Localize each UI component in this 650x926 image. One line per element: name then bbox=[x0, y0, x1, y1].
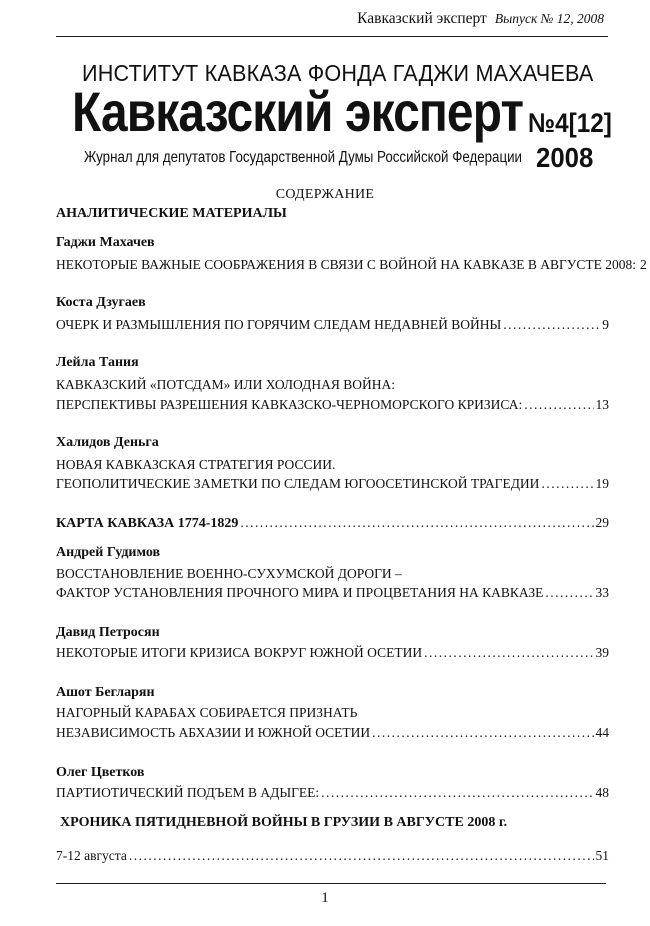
page-ref: 48 bbox=[595, 785, 609, 800]
leader-dots bbox=[372, 725, 593, 741]
footer-rule bbox=[56, 883, 606, 884]
toc-entry-line[interactable] bbox=[56, 585, 609, 601]
page-ref: 51 bbox=[595, 848, 609, 863]
entry-title: ОЧЕРК И РАЗМЫШЛЕНИЯ ПО ГОРЯЧИМ СЛЕДАМ НЕДАВНЕЙ ВОЙНЫ bbox=[56, 317, 502, 332]
toc-entry-line[interactable] bbox=[56, 397, 609, 413]
section-heading-chronicle: ХРОНИКА ПЯТИДНЕВНОЙ ВОЙНЫ В ГРУЗИИ В АВГУСТЕ 2008 г. bbox=[60, 815, 508, 830]
entry-title: ГЕОПОЛИТИЧЕСКИЕ ЗАМЕТКИ ПО СЛЕДАМ ЮГООСЕТИНСКОЙ ТРАГЕДИИ bbox=[56, 476, 540, 491]
leader-dots bbox=[129, 848, 594, 864]
running-header bbox=[357, 10, 604, 28]
leader-dots bbox=[240, 515, 593, 531]
journal-title: Кавказский эксперт bbox=[72, 80, 524, 143]
issue-number: №4[12] bbox=[528, 108, 612, 138]
entry-author: Коста Дзугаев bbox=[56, 295, 146, 310]
entry-title: НАГОРНЫЙ КАРАБАХ СОБИРАЕТСЯ ПРИЗНАТЬ bbox=[56, 705, 358, 720]
toc-entry-line[interactable] bbox=[56, 848, 609, 864]
leader-dots bbox=[321, 785, 593, 801]
entry-title: ФАКТОР УСТАНОВЛЕНИЯ ПРОЧНОГО МИРА И ПРОЦВЕТАНИЯ НА КАВКАЗЕ bbox=[56, 585, 544, 600]
running-header-issue: Выпуск № 12, 2008 bbox=[494, 11, 604, 26]
leader-dots bbox=[545, 585, 593, 601]
toc-entry-map[interactable] bbox=[56, 515, 609, 532]
toc-entry-line[interactable] bbox=[56, 476, 609, 492]
entry-title: КАВКАЗСКИЙ «ПОТСДАМ» ИЛИ ХОЛОДНАЯ ВОЙНА: bbox=[56, 377, 395, 392]
running-header-title: Кавказский эксперт bbox=[357, 10, 487, 27]
toc-entry-line[interactable] bbox=[56, 317, 609, 333]
entry-title: НОВАЯ КАВКАЗСКАЯ СТРАТЕГИЯ РОССИИ. bbox=[56, 457, 336, 472]
toc-heading: СОДЕРЖАНИЕ bbox=[275, 187, 375, 202]
page-ref: 9 bbox=[602, 317, 609, 332]
leader-dots bbox=[524, 397, 593, 413]
entry-title: ПАРТИОТИЧЕСКИЙ ПОДЪЕМ В АДЫГЕЕ: bbox=[56, 785, 320, 800]
entry-author: Гаджи Махачев bbox=[56, 235, 155, 250]
page-number: 1 bbox=[321, 890, 329, 906]
entry-author: Халидов Деньга bbox=[56, 435, 159, 450]
page-ref: 19 bbox=[595, 476, 609, 491]
leader-dots bbox=[541, 476, 593, 492]
page-ref: 44 bbox=[595, 725, 609, 740]
entry-title: ПЕРСПЕКТИВЫ РАЗРЕШЕНИЯ КАВКАЗСКО-ЧЕРНОМОРСКОГО КРИЗИСА: bbox=[56, 397, 523, 412]
leader-dots bbox=[503, 317, 600, 333]
page-ref: 29 bbox=[595, 515, 609, 530]
page-ref: 2 bbox=[639, 257, 647, 272]
toc-entry-line[interactable] bbox=[56, 645, 609, 661]
leader-dots bbox=[424, 645, 593, 661]
entry-author: Андрей Гудимов bbox=[56, 545, 161, 560]
entry-title: 7-12 августа bbox=[56, 848, 127, 863]
page-ref: 39 bbox=[595, 645, 609, 660]
entry-author: Лейла Тания bbox=[56, 355, 139, 370]
section-heading-analytic: АНАЛИТИЧЕСКИЕ МАТЕРИАЛЫ bbox=[56, 206, 287, 221]
entry-title: НЕЗАВИСИМОСТЬ АБХАЗИИ И ЮЖНОЙ ОСЕТИИ bbox=[56, 725, 371, 740]
entry-title: НЕКОТОРЫЕ ИТОГИ КРИЗИСА ВОКРУГ ЮЖНОЙ ОСЕТИИ bbox=[56, 645, 423, 660]
map-entry-title: КАРТА КАВКАЗА 1774-1829 bbox=[56, 516, 239, 531]
institute-name: ИНСТИТУТ КАВКАЗА ФОНДА ГАДЖИ МАХАЧЕВА bbox=[82, 60, 594, 86]
entry-title: НЕКОТОРЫЕ ВАЖНЫЕ СООБРАЖЕНИЯ В СВЯЗИ С ВОЙНОЙ НА КАВКАЗЕ В АВГУСТЕ 2008: bbox=[56, 257, 636, 272]
page-ref: 13 bbox=[595, 397, 609, 412]
toc-entry-line[interactable] bbox=[56, 725, 609, 741]
page-ref: 33 bbox=[595, 585, 609, 600]
entry-title: ВОССТАНОВЛЕНИЕ ВОЕННО-СУХУМСКОЙ ДОРОГИ – bbox=[56, 566, 402, 581]
issue-year: 2008 bbox=[536, 142, 594, 173]
journal-subtitle: Журнал для депутатов Государственной Думы Российской Федерации bbox=[84, 149, 523, 166]
header-rule bbox=[56, 36, 608, 37]
toc-entry-line[interactable] bbox=[56, 785, 609, 801]
entry-author: Давид Петросян bbox=[56, 625, 160, 640]
entry-author: Олег Цветков bbox=[56, 765, 145, 780]
entry-author: Ашот Бегларян bbox=[56, 685, 155, 700]
toc-entry-line[interactable] bbox=[56, 257, 647, 273]
